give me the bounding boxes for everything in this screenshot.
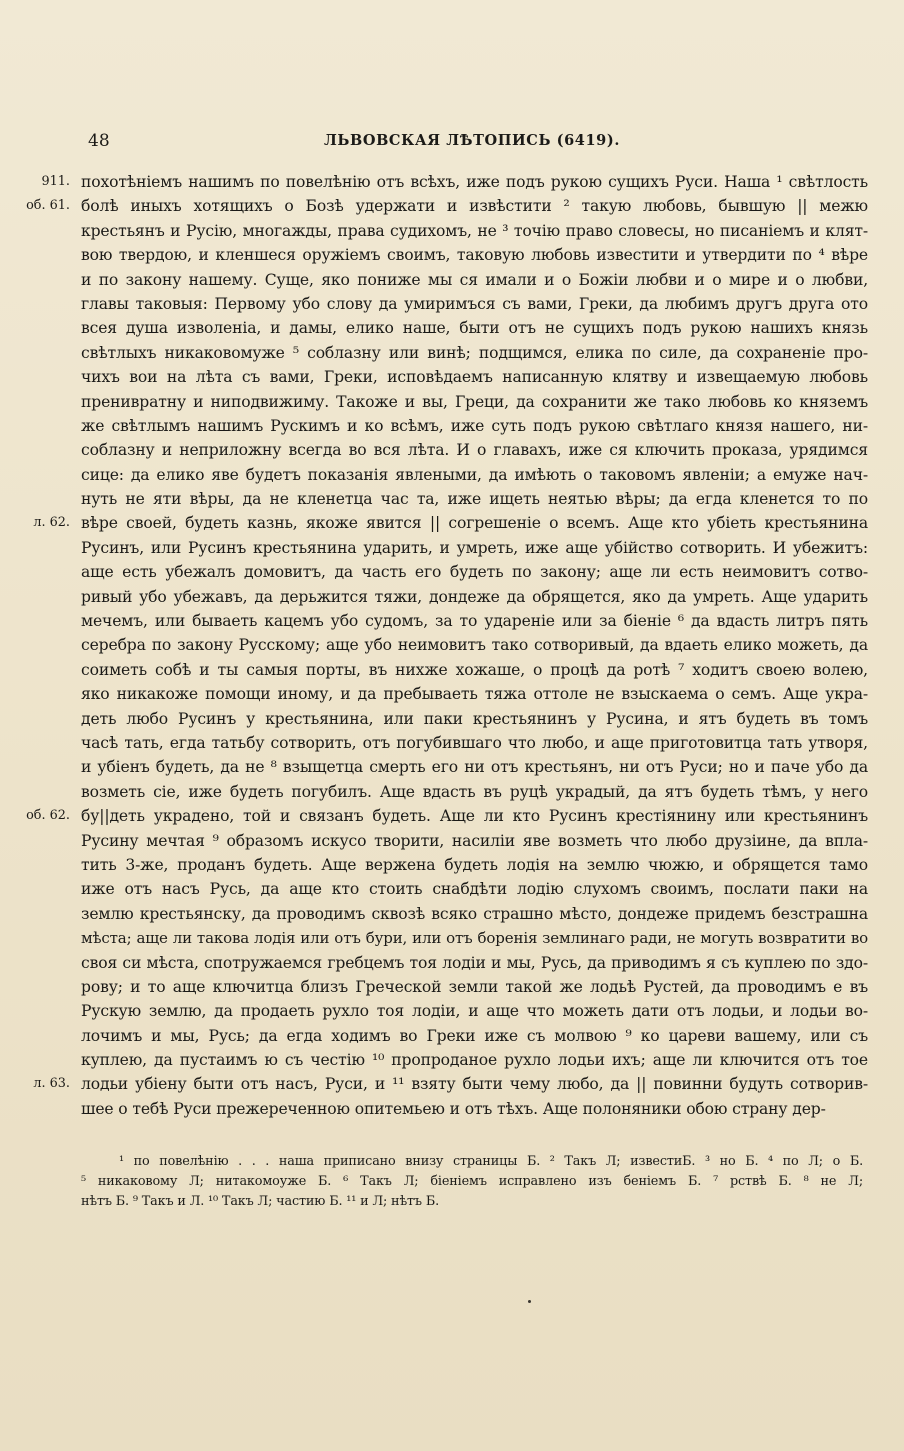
line-text: шее о тебѣ Руси прежереченною опитемьею и отъ тѣхъ. Аще полоняники обою страну дер-	[81, 1099, 826, 1118]
line-text: чихъ вои на лѣта съ вами, Греки, исповѣдаемъ написанную клятву и извещаемую любовь	[81, 368, 868, 387]
footnotes	[0, 1152, 904, 1212]
text-line	[0, 1097, 904, 1121]
running-title: ЛЬВОВСКАЯ ЛѢТОПИСЬ (6419).	[324, 132, 620, 149]
text-line	[0, 731, 904, 755]
line-text: вѣре своей, будеть казнь, якоже явится || согрешеніе о всемъ. Аще кто убіеть крестьянина	[81, 514, 868, 533]
page-header	[0, 131, 904, 157]
line-text: лодьи убіену быти отъ насъ, Руси, и ¹¹ взяту быти чему любо, да || повинни будуть сотворив-	[81, 1075, 868, 1094]
text-line	[0, 243, 904, 267]
line-text: пренивратну и ниподвижиму. Такоже и вы, Греци, да сохранити же тако любовь ко княземъ	[81, 392, 868, 411]
text-line	[0, 585, 904, 609]
line-text: куплею, да пустаимъ ю съ честію ¹⁰ пропроданое рухло лодьи ихъ; аще ли ключится отъ тое	[81, 1051, 868, 1070]
line-text: всея душа изволеніа, и дамы, елико наше, быти отъ не сущихъ подъ рукою нашихъ князь	[81, 319, 868, 338]
text-line	[0, 975, 904, 999]
line-text: Русинъ, или Русинъ крестьянина ударить, и умреть, иже аще убійство сотворить. И убежитъ:	[81, 538, 868, 557]
text-line	[0, 487, 904, 511]
text-line	[0, 390, 904, 414]
text-line	[0, 463, 904, 487]
text-line	[0, 219, 904, 243]
line-text: болѣ иныхъ хотящихъ о Бозѣ удержати и извѣстити ² такую любовь, бывшую || межю	[81, 197, 868, 216]
text-line	[0, 755, 904, 779]
line-text: часѣ тать, егда татьбу сотворить, отъ погубившаго что любо, и аще приготовитца тать утворя,	[81, 733, 868, 752]
line-text: ривый убо убежавъ, да дерьжится тяжи, дондеже да обрящется, яко да умреть. Аще ударить	[81, 587, 868, 606]
line-text: серебра по закону Русскому; аще убо неимовитъ тако сотворивый, да вдаеть елико можеть, да	[81, 636, 868, 655]
text-line	[0, 902, 904, 926]
text-line	[0, 682, 904, 706]
line-text: и убіенъ будеть, да не ⁸ взыщетца смерть его ни отъ крестьянъ, ни отъ Руси; но и паче убо да	[81, 758, 868, 777]
text-line	[0, 268, 904, 292]
text-line	[0, 780, 904, 804]
line-text: деть любо Русинъ у крестьянина, или паки крестьянинъ у Русина, и ятъ будеть въ томъ	[81, 709, 868, 728]
line-text: нуть не яти вѣры, да не кленетца час та, иже ищеть неятью вѣры; да егда кленется то по	[81, 490, 868, 509]
line-text: иже отъ насъ Русь, да аще кто стоить снабдѣти лодію слухомъ своимъ, послати паки на	[81, 880, 868, 899]
line-text: Русину мечтая ⁹ образомъ искусо творити, насиліи яве возметь что любо друзіине, да впла-	[81, 831, 868, 850]
text-line	[0, 536, 904, 560]
margin-note: об. 62.	[26, 808, 70, 824]
footnote-line	[0, 1172, 904, 1192]
footnote-line	[0, 1192, 904, 1212]
line-text: тить 3-же, проданъ будеть. Аще вержена будеть лодія на землю чюжю, и обрящется тамо	[81, 855, 868, 874]
text-line	[0, 1048, 904, 1072]
text-line	[0, 316, 904, 340]
text-line	[0, 658, 904, 682]
line-text: рову; и то аще ключитца близъ Греческой земли такой же лодьѣ Рустей, да проводимъ е въ	[81, 977, 868, 996]
text-line	[0, 829, 904, 853]
line-text: сице: да елико яве будетъ показанія явлеными, да имѣють о таковомъ явленіи; а емуже нач-	[81, 465, 868, 484]
line-text: мѣста; аще ли такова лодія или отъ бури, или отъ боренія землинаго ради, не могуть возвратити во	[81, 929, 868, 948]
line-text: своя си мѣста, спотружаемся гребцемъ тоя лодіи и мы, Русь, да приводимъ я съ куплею по здо-	[81, 953, 868, 972]
line-text: возметь сіе, иже будеть погубилъ. Аще вдасть въ руцѣ украдый, да ятъ будеть тѣмъ, у него	[81, 782, 868, 801]
line-text: главы таковыя: Первому убо слову да умиримъся съ вами, Греки, да любимъ другъ друга ото	[81, 294, 868, 313]
text-line	[0, 414, 904, 438]
text-line	[0, 853, 904, 877]
text-line	[0, 511, 904, 535]
text-line	[0, 292, 904, 316]
text-line	[0, 877, 904, 901]
line-text: и по закону нашему. Суще, яко пониже мы ся имали и о Божіи любви и о мире и о любви,	[81, 270, 868, 289]
text-line	[0, 707, 904, 731]
footnote-text: нѣтъ Б. ⁹ Такъ и Л. ¹⁰ Такъ Л; частию Б. ¹¹ и Л; нѣтъ Б.	[81, 1194, 440, 1209]
line-text: яко никакоже помощи иному, и да пребываеть тяжа оттоле не взыскаема о семъ. Аще укра-	[81, 685, 868, 704]
margin-note: л. 63.	[33, 1076, 70, 1092]
line-text: вою твердою, и кленшеся оружіемъ своимъ, таковую любовь известити и утвердити по ⁴ вѣре	[81, 246, 868, 265]
footnote-text: ⁵ никаковому Л; нитакомоуже Б. ⁶ Такъ Л; біеніемъ исправлено изъ беніемъ Б. ⁷ рствѣ Б. ⁸ не Л;	[81, 1174, 863, 1189]
text-line	[0, 194, 904, 218]
line-text: соблазну и неприложну всегда во вся лѣта. И о главахъ, иже ся ключить проказа, урядимся	[81, 441, 868, 460]
line-text: землю крестьянску, да проводимъ сквозѣ всяко страшно мѣсто, дондеже придемъ безстрашна	[81, 904, 868, 923]
line-text: аще есть убежалъ домовитъ, да часть его будеть по закону; аще ли есть неимовитъ сотво-	[81, 563, 868, 582]
line-text: похотѣніемъ нашимъ по повелѣнію отъ всѣхъ, иже подъ рукою сущихъ Руси. Наша ¹ свѣтлость	[81, 173, 868, 191]
text-line	[0, 633, 904, 657]
margin-note: об. 61.	[26, 198, 70, 214]
footnote-text: ¹ по повелѣнію . . . наша приписано внизу страницы Б. ² Такъ Л; известиБ. ³ но Б. ⁴ по Л; о Б.	[119, 1154, 863, 1169]
line-text: свѣтлыхъ никаковомуже ⁵ соблазну или винѣ; подщимся, елика по силе, да сохраненіе про-	[81, 343, 868, 362]
line-text: лочимъ и мы, Русь; да егда ходимъ во Греки иже съ молвою ⁹ ко цареви вашему, или съ	[81, 1026, 868, 1045]
line-text: Рускую землю, да продаеть рухло тоя лодіи, и аще что можеть дати отъ лодьи, и лодьи во-	[81, 1002, 868, 1021]
text-line	[0, 170, 904, 194]
paper-speck	[528, 1300, 531, 1303]
text-line	[0, 1024, 904, 1048]
chronicle-text	[0, 170, 904, 1121]
line-text: бу||деть украдено, той и связанъ будеть. Аще ли кто Русинъ крестіянину или крестьянинъ	[81, 807, 868, 826]
text-line	[0, 438, 904, 462]
text-line	[0, 926, 904, 950]
text-line	[0, 999, 904, 1023]
line-text: крестьянъ и Русію, многажды, права судихомъ, не ³ точію право словесы, но писаніемъ и клят-	[81, 221, 868, 240]
text-line	[0, 951, 904, 975]
footnote-line	[0, 1152, 904, 1172]
text-line	[0, 341, 904, 365]
text-line	[0, 365, 904, 389]
text-line	[0, 1072, 904, 1096]
line-text: соиметь собѣ и ты самыя порты, въ нихже хожаше, о процѣ да ротѣ ⁷ ходитъ своею волею,	[81, 660, 868, 679]
line-text: мечемъ, или бываеть кацемъ убо судомъ, за то удареніе или за біеніе ⁶ да вдасть литръ пять	[81, 612, 868, 631]
line-text: же свѣтлымъ нашимъ Рускимъ и ко всѣмъ, иже суть подъ рукою свѣтлаго князя нашего, ни-	[81, 416, 868, 435]
text-line	[0, 609, 904, 633]
text-line	[0, 804, 904, 828]
margin-note: л. 62.	[33, 515, 70, 531]
margin-note: 911.	[41, 174, 70, 189]
text-line	[0, 560, 904, 584]
page-number: 48	[88, 131, 110, 151]
